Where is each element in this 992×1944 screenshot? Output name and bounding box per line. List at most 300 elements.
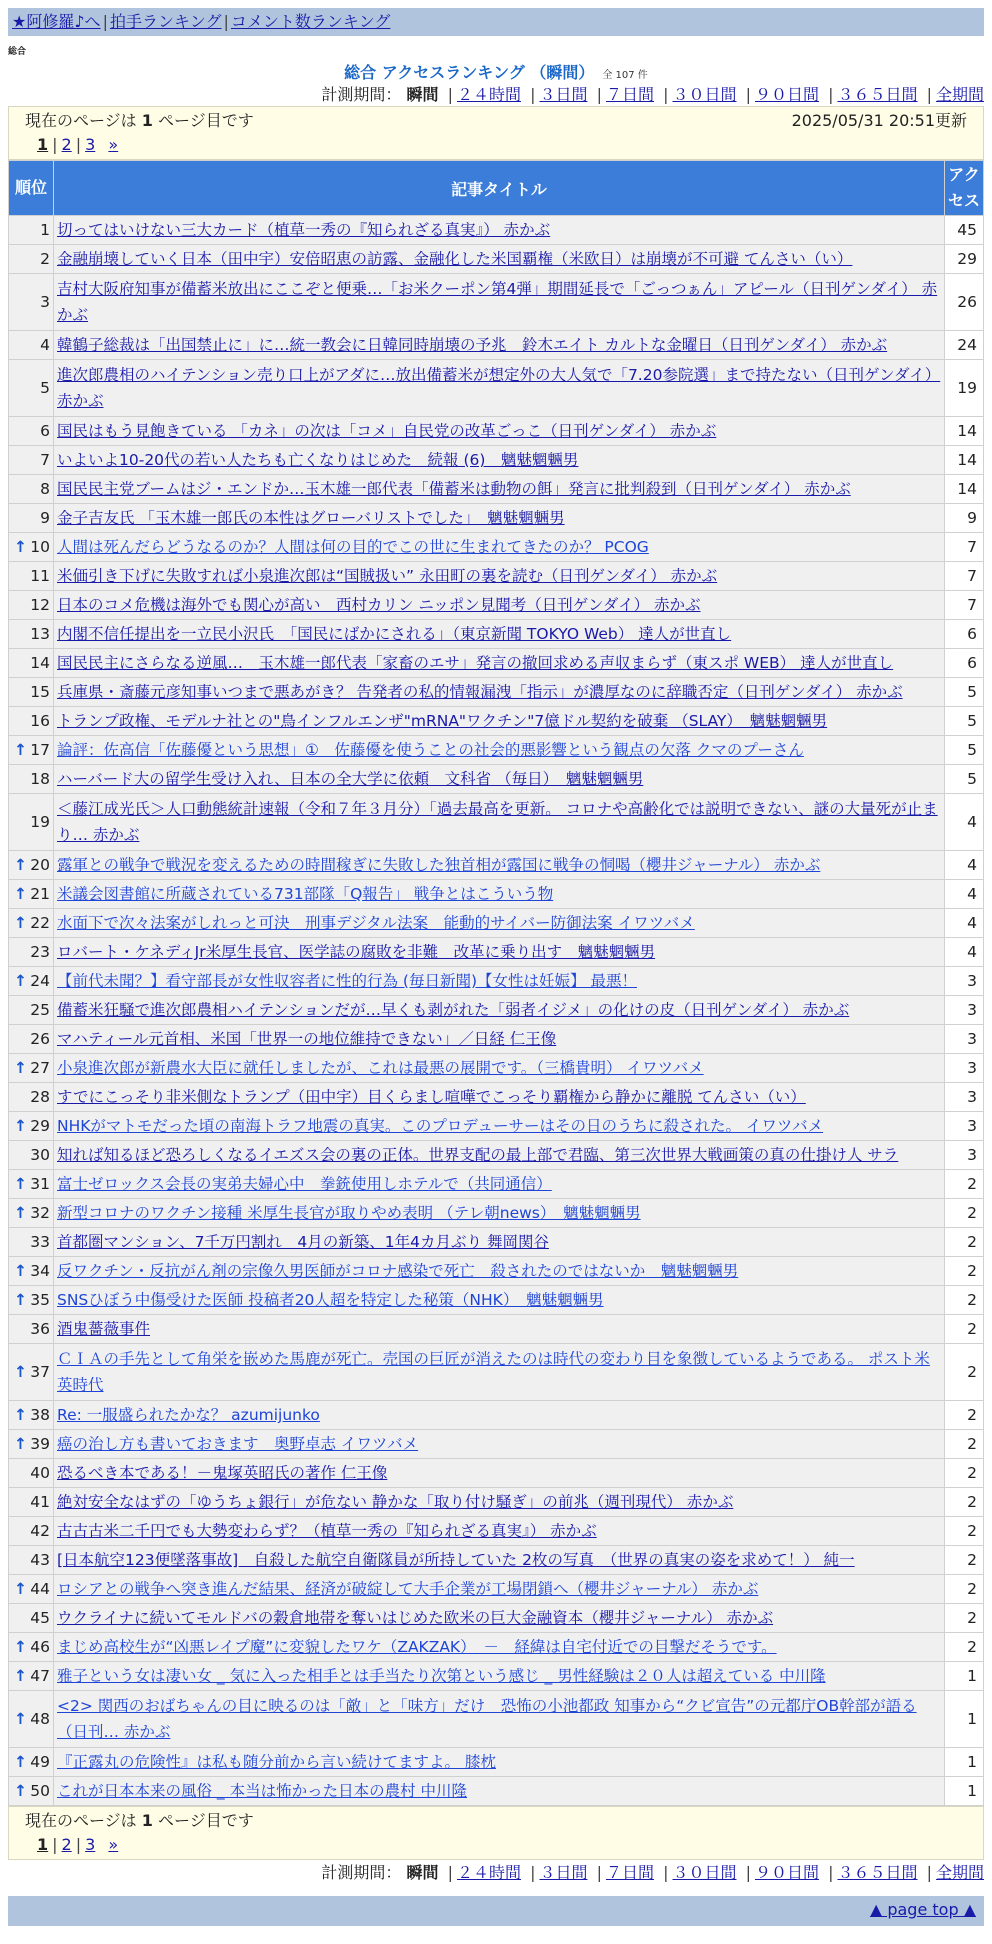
rank-up-arrow-icon: ↑: [14, 1782, 27, 1800]
table-row: [9, 909, 983, 937]
table-row: [9, 1141, 983, 1169]
access-count: 3: [945, 967, 983, 995]
top-nav-bar: [8, 8, 984, 36]
period-link-24h[interactable]: ２４時間: [456, 1863, 521, 1882]
access-count: 9: [945, 504, 983, 532]
rank-cell: [9, 1777, 53, 1805]
period-current: 瞬間: [406, 85, 439, 104]
access-count: 4: [945, 851, 983, 879]
rank-cell: [9, 620, 53, 648]
rank-cell: [9, 591, 53, 619]
rank-number: 38: [30, 1406, 50, 1424]
rank-cell: [9, 1083, 53, 1111]
title-cell: [54, 707, 944, 735]
page-top-link[interactable]: ▲ page top ▲: [869, 1900, 976, 1919]
title-cell: [54, 1054, 944, 1082]
article-link[interactable]: ウクライナに続いてモルドバの穀倉地帯を奪いはじめた欧米の巨大金融資本（櫻井ジャーナル） 赤かぶ: [57, 1609, 774, 1627]
rank-cell: [9, 765, 53, 793]
article-link[interactable]: 内閣不信任提出を一立民小沢氏 「国民にばかにされる」（東京新聞 TOKYO Web） 達人が世直し: [57, 625, 732, 643]
rank-cell: [9, 417, 53, 445]
rank-cell: [9, 1517, 53, 1545]
rank-cell: [9, 475, 53, 503]
access-count: 2: [945, 1575, 983, 1603]
table-row: [9, 1488, 983, 1516]
article-link[interactable]: 新型コロナのワクチン接種 米厚生長官が取りやめ表明 （テレ朝news） 魑魅魍魎男: [57, 1204, 641, 1222]
article-link[interactable]: 吉村大阪府知事が備蓄米放出にここぞと便乗…「お米クーポン第4弾」期間延長で「ごっつぁん」アピール（日刊ゲンダイ） 赤かぶ: [57, 280, 938, 324]
rank-cell: [9, 1170, 53, 1198]
rank-cell: [9, 1546, 53, 1574]
table-row: [9, 274, 983, 330]
title-cell: [54, 996, 944, 1024]
table-row: [9, 216, 983, 244]
title-cell: [54, 649, 944, 677]
title-cell: [54, 1344, 944, 1400]
total-count: 全 107 件: [602, 70, 648, 81]
title-cell: [54, 1401, 944, 1429]
article-link[interactable]: 金融崩壊していく日本（田中宇）安倍昭恵の訪露、金融化した米国覇権（米欧日）は崩壊が不可避 てんさい（い）: [57, 250, 853, 268]
footer-bar: [8, 1896, 984, 1926]
access-count: 7: [945, 562, 983, 590]
current-page-text: 現在のページは 1 ページ目です: [25, 111, 254, 130]
pagination-page-2[interactable]: 2: [61, 1835, 72, 1854]
access-count: 14: [945, 446, 983, 474]
col-header-rank: 順位: [9, 161, 53, 215]
rank-number: 45: [30, 1609, 50, 1627]
rank-number: 42: [30, 1522, 50, 1540]
rank-cell: [9, 1575, 53, 1603]
pagination-page-3[interactable]: 3: [85, 1835, 96, 1854]
access-count: 5: [945, 707, 983, 735]
article-link[interactable]: トランプ政権、モデルナ社との"鳥インフルエンザ"mRNA"ワクチン"7億ドル契約を破棄 （SLAY） 魑魅魍魎男: [57, 712, 828, 730]
rank-number: 9: [40, 509, 50, 527]
rank-cell: [9, 1286, 53, 1314]
rank-cell: [9, 1112, 53, 1140]
table-row: [9, 880, 983, 908]
rank-number: 5: [40, 379, 50, 397]
rank-number: 8: [40, 480, 50, 498]
rank-cell: [9, 562, 53, 590]
table-row: [9, 1604, 983, 1632]
rank-cell: [9, 446, 53, 474]
table-row: [9, 446, 983, 474]
pagination: 1 | 2 | 3 »: [37, 135, 119, 154]
table-row: [9, 504, 983, 532]
category-label: 総合: [8, 47, 27, 57]
rank-number: 6: [40, 422, 50, 440]
rank-number: 10: [30, 538, 50, 556]
access-count: 4: [945, 938, 983, 966]
ranking-table: [8, 160, 984, 1806]
rank-number: 34: [30, 1262, 50, 1280]
rank-cell: [9, 1430, 53, 1458]
period-link-90d[interactable]: ９０日間: [754, 1863, 819, 1882]
table-row: [9, 1286, 983, 1314]
period-link-all[interactable]: 全期間: [935, 85, 984, 104]
updated-timestamp: 2025/05/31 20:51更新: [791, 111, 967, 130]
rank-number: 35: [30, 1291, 50, 1309]
table-row: [9, 533, 983, 561]
access-count: 3: [945, 1112, 983, 1140]
article-link[interactable]: 知れば知るほど恐ろしくなるイエズス会の裏の正体。世界支配の最上部で君臨、第三次世界大戦画策の真の仕掛け人 サラ: [57, 1146, 899, 1164]
rank-cell: [9, 1459, 53, 1487]
period-link-24h[interactable]: ２４時間: [456, 85, 521, 104]
article-link[interactable]: まじめ高校生が“凶悪レイプ魔”に変貌したワケ（ZAKZAK） － 経緯は自宅付近での目撃だそうです。: [57, 1638, 777, 1656]
pagination-next[interactable]: »: [108, 1835, 119, 1854]
title-cell: [54, 1025, 944, 1053]
rank-number: 3: [40, 293, 50, 311]
rank-cell: [9, 996, 53, 1024]
rank-cell: [9, 274, 53, 330]
rank-number: 27: [30, 1059, 50, 1077]
period-link-30d[interactable]: ３０日間: [672, 85, 737, 104]
access-count: 3: [945, 996, 983, 1024]
table-row: [9, 1315, 983, 1343]
rank-up-arrow-icon: ↑: [14, 1117, 27, 1135]
article-link[interactable]: 兵庫県・斎藤元彦知事いつまで悪あがき？ 告発者の私的情報漏洩「指示」が濃厚なのに辞職否定（日刊ゲンダイ） 赤かぶ: [57, 683, 903, 701]
access-count: 3: [945, 1025, 983, 1053]
access-count: 1: [945, 1662, 983, 1690]
rank-number: 48: [30, 1710, 50, 1728]
table-row: [9, 967, 983, 995]
rank-cell: [9, 938, 53, 966]
rank-number: 30: [30, 1146, 50, 1164]
access-count: 6: [945, 649, 983, 677]
rank-cell: [9, 1401, 53, 1429]
article-link[interactable]: 日本のコメ危機は海外でも関心が高い 西村カリン ニッポン見聞考（日刊ゲンダイ） 赤かぶ: [57, 596, 701, 614]
rank-up-arrow-icon: ↑: [14, 1204, 27, 1222]
title-cell: [54, 1228, 944, 1256]
article-link[interactable]: <2> 関西のおばちゃんの目に映るのは「敵」と「味方」だけ 恐怖の小池都政 知事から“クビ宣告”の元都庁OB幹部が語る（日刊… 赤かぶ: [57, 1697, 917, 1741]
article-link[interactable]: 国民民主党ブームはジ・エンドか…玉木雄一郎代表「備蓄米は動物の餌」発言に批判殺到（日刊ゲンダイ） 赤かぶ: [57, 480, 851, 498]
article-link[interactable]: 切ってはいけない三大カード（植草一秀の『知られざる真実』） 赤かぶ: [57, 221, 551, 239]
access-count: 2: [945, 1604, 983, 1632]
title-cell: [54, 446, 944, 474]
table-row: [9, 1401, 983, 1429]
access-count: 14: [945, 417, 983, 445]
rank-up-arrow-icon: ↑: [14, 1667, 27, 1685]
rank-number: 31: [30, 1175, 50, 1193]
access-count: 2: [945, 1228, 983, 1256]
table-row: [9, 620, 983, 648]
access-count: 2: [945, 1517, 983, 1545]
table-row: [9, 1662, 983, 1690]
table-row: [9, 678, 983, 706]
article-link[interactable]: 米議会図書館に所蔵されている731部隊「Q報告」 戦争とはこういう物: [57, 885, 554, 903]
access-count: 7: [945, 533, 983, 561]
rank-cell: [9, 649, 53, 677]
title-cell: [54, 1112, 944, 1140]
article-link[interactable]: 雅子という女は凄い女 _ 気に入った相手とは手当たり次第という感じ _ 男性経験は２０人は超えている 中川隆: [57, 1667, 826, 1685]
period-link-365d[interactable]: ３６５日間: [837, 85, 918, 104]
rank-up-arrow-icon: ↑: [14, 1638, 27, 1656]
title-cell: [54, 1633, 944, 1661]
title-cell: [54, 1199, 944, 1227]
access-count: 14: [945, 475, 983, 503]
rank-up-arrow-icon: ↑: [14, 1262, 27, 1280]
rank-number: 22: [30, 914, 50, 932]
ranking-table-body: [9, 216, 983, 1805]
access-count: 2: [945, 1430, 983, 1458]
title-cell: [54, 562, 944, 590]
article-link[interactable]: ハーバード大の留学生受け入れ、日本の全大学に依頼 文科省 （毎日） 魑魅魍魎男: [57, 770, 644, 788]
rank-up-arrow-icon: ↑: [14, 1710, 27, 1728]
pagination-current: 1: [37, 1835, 49, 1854]
access-count: 29: [945, 245, 983, 273]
access-count: 26: [945, 274, 983, 330]
table-row: [9, 1633, 983, 1661]
access-count: 2: [945, 1401, 983, 1429]
table-row: [9, 417, 983, 445]
table-row: [9, 794, 983, 850]
pagination-next[interactable]: »: [108, 135, 119, 154]
article-link[interactable]: 首都圏マンション、7千万円割れ 4月の新築、1年4カ月ぶり 舞岡関谷: [57, 1233, 549, 1251]
article-link[interactable]: 酒鬼薔薇事件: [57, 1320, 151, 1338]
access-count: 5: [945, 736, 983, 764]
table-row: [9, 475, 983, 503]
article-link[interactable]: 癌の治し方も書いておきます 奥野卓志 イワツバメ: [57, 1435, 419, 1453]
title-cell: [54, 331, 944, 359]
rank-number: 32: [30, 1204, 50, 1222]
table-row: [9, 1691, 983, 1747]
rank-cell: [9, 1054, 53, 1082]
rank-cell: [9, 1662, 53, 1690]
table-row: [9, 1257, 983, 1285]
nav-link-asyura[interactable]: ★阿修羅♪へ: [12, 12, 101, 31]
title-cell: [54, 1170, 944, 1198]
article-link[interactable]: 反ワクチン・反抗がん剤の宗像久男医師がコロナ感染で死亡 殺されたのではないか 魑魅魍魎男: [57, 1262, 739, 1280]
current-page-text: 現在のページは 1 ページ目です: [25, 1811, 254, 1830]
rank-number: 47: [30, 1667, 50, 1685]
title-cell: [54, 1488, 944, 1516]
access-count: 3: [945, 1083, 983, 1111]
rank-number: 16: [30, 712, 50, 730]
article-link[interactable]: マハティール元首相、米国「世界一の地位維持できない」／日経 仁王像: [57, 1030, 557, 1048]
access-count: 2: [945, 1170, 983, 1198]
title-cell: [54, 880, 944, 908]
access-count: 2: [945, 1344, 983, 1400]
rank-cell: [9, 1488, 53, 1516]
pagination-page-2[interactable]: 2: [61, 135, 72, 154]
table-row: [9, 707, 983, 735]
rank-cell: [9, 245, 53, 273]
article-link[interactable]: 進次郎農相のハイテンション売り口上がアダに…放出備蓄米が想定外の大人気で「7.20参院選」まで持たない（日刊ゲンダイ） 赤かぶ: [57, 366, 941, 410]
table-row: [9, 1170, 983, 1198]
article-link[interactable]: Re: 一服盛られたかな？ azumijunko: [57, 1406, 320, 1424]
rank-number: 23: [30, 943, 50, 961]
rank-cell: [9, 1228, 53, 1256]
title-cell: [54, 1662, 944, 1690]
rank-number: 7: [40, 451, 50, 469]
access-count: 2: [945, 1199, 983, 1227]
rank-number: 13: [30, 625, 50, 643]
article-link[interactable]: 水面下で次々法案がしれっと可決 刑事デジタル法案 能動的サイバー防御法案 イワツバメ: [57, 914, 695, 932]
article-link[interactable]: SNSひぼう中傷受けた医師 投稿者20人超を特定した秘策（NHK） 魑魅魍魎男: [57, 1291, 604, 1309]
title-cell: [54, 1286, 944, 1314]
access-count: 24: [945, 331, 983, 359]
rank-number: 11: [30, 567, 50, 585]
article-link[interactable]: ロシアとの戦争へ突き進んだ結果、経済が破綻して大手企業が工場閉鎖へ（櫻井ジャーナル） 赤かぶ: [57, 1580, 759, 1598]
article-link[interactable]: 韓鶴子総裁は「出国禁止に」に…統一教会に日韓同時崩壊の予兆 鈴木エイト カルトな金曜日（日刊ゲンダイ） 赤かぶ: [57, 336, 888, 354]
rank-number: 1: [40, 221, 50, 239]
rank-number: 46: [30, 1638, 50, 1656]
article-link[interactable]: 備蓄米狂騒で進次郎農相ハイテンションだが…早くも剥がれた「弱者イジメ」の化けの皮（日刊ゲンダイ） 赤かぶ: [57, 1001, 850, 1019]
access-count: 4: [945, 909, 983, 937]
table-row: [9, 1546, 983, 1574]
article-link[interactable]: 国民はもう見飽きている 「カネ」の次は「コメ」自民党の改革ごっこ（日刊ゲンダイ） 赤かぶ: [57, 422, 717, 440]
access-count: 2: [945, 1459, 983, 1487]
article-link[interactable]: NHKがマトモだった頃の南海トラフ地震の真実。このプロデューサーはその日のうちに殺された。 イワツバメ: [57, 1117, 824, 1135]
pagination-current: 1: [37, 135, 49, 154]
rank-cell: [9, 1344, 53, 1400]
article-link[interactable]: これが日本本来の風俗 _ 本当は怖かった日本の農村 中川隆: [57, 1782, 468, 1800]
rank-number: 18: [30, 770, 50, 788]
title-cell: [54, 1315, 944, 1343]
access-count: 19: [945, 360, 983, 416]
rank-cell: [9, 1141, 53, 1169]
access-count: 4: [945, 794, 983, 850]
access-count: 2: [945, 1257, 983, 1285]
rank-up-arrow-icon: ↑: [14, 972, 27, 990]
article-link[interactable]: 人間は死んだらどうなるのか？人間は何の目的でこの世に生まれてきたのか？ PCOG: [57, 538, 649, 556]
rank-up-arrow-icon: ↑: [14, 1175, 27, 1193]
rank-number: 12: [30, 596, 50, 614]
table-row: [9, 1228, 983, 1256]
rank-number: 28: [30, 1088, 50, 1106]
rank-cell: [9, 707, 53, 735]
article-link[interactable]: 露軍との戦争で戦況を変えるための時間稼ぎに失敗した独首相が露国に戦争の恫喝（櫻井ジャーナル） 赤かぶ: [57, 856, 821, 874]
table-row: [9, 851, 983, 879]
table-row: [9, 591, 983, 619]
page-info-bottom: [8, 1806, 984, 1860]
access-count: 2: [945, 1315, 983, 1343]
rank-cell: [9, 1315, 53, 1343]
access-count: 2: [945, 1488, 983, 1516]
title-cell: [54, 1691, 944, 1747]
rank-cell: [9, 504, 53, 532]
period-link-7d[interactable]: ７日間: [605, 1863, 654, 1882]
period-selector-bottom: 計測期間： 瞬間 | ２４時間 | ３日間 | ７日間 | ３０日間 | ９０日間 | ３６５日間 | 全期間: [321, 1863, 984, 1882]
article-link[interactable]: 富士ゼロックス会長の実弟夫婦心中 拳銃使用しホテルで（共同通信）: [57, 1175, 552, 1193]
period-link-7d[interactable]: ７日間: [605, 85, 654, 104]
article-link[interactable]: ＜藤江成光氏＞人口動態統計速報（令和７年３月分）「過去最高を更新。 コロナや高齢化では説明できない、謎の大量死が止まり… 赤かぶ: [57, 800, 938, 844]
access-count: 5: [945, 678, 983, 706]
article-link[interactable]: 小泉進次郎が新農水大臣に就任しましたが、これは最悪の展開です。（三橋貴明） イワツバメ: [57, 1059, 704, 1077]
table-row: [9, 1083, 983, 1111]
period-link-3d[interactable]: ３日間: [539, 85, 588, 104]
period-link-90d[interactable]: ９０日間: [754, 85, 819, 104]
rank-up-arrow-icon: ↑: [14, 1363, 27, 1381]
access-count: 1: [945, 1777, 983, 1805]
title-cell: [54, 417, 944, 445]
rank-up-arrow-icon: ↑: [14, 1406, 27, 1424]
rank-cell: [9, 851, 53, 879]
article-link[interactable]: 国民民主にさらなる逆風… 玉木雄一郎代表「家畜のエサ」発言の撤回求める声収まらず（東スポ WEB） 達人が世直し: [57, 654, 894, 672]
rank-number: 44: [30, 1580, 50, 1598]
title-cell: [54, 504, 944, 532]
article-link[interactable]: ＣＩＡの手先として角栄を嵌めた馬鹿が死亡。売国の巨匠が消えたのは時代の変わり目を象徴しているようである。 ポスト米英時代: [57, 1350, 930, 1394]
page-info-top: [8, 106, 984, 160]
nav-link-comment-ranking[interactable]: コメント数ランキング: [230, 12, 391, 31]
article-link[interactable]: 『正露丸の危険性』は私も随分前から言い続けてますよ。 膝枕: [57, 1753, 496, 1771]
article-link[interactable]: 絶対安全なはずの「ゆうちょ銀行」が危ない 静かな「取り付け騒ぎ」の前兆（週刊現代） 赤かぶ: [57, 1493, 734, 1511]
title-cell: [54, 475, 944, 503]
period-link-30d[interactable]: ３０日間: [672, 1863, 737, 1882]
article-link[interactable]: ロバート・ケネディJr米厚生長官、医学誌の腐敗を非難 改革に乗り出す 魑魅魍魎男: [57, 943, 656, 961]
title-cell: [54, 736, 944, 764]
table-row: [9, 736, 983, 764]
rank-number: 4: [40, 336, 50, 354]
table-row: [9, 562, 983, 590]
page-title: 総合 アクセスランキング （瞬間）: [344, 63, 595, 82]
access-count: 3: [945, 1054, 983, 1082]
rank-up-arrow-icon: ↑: [14, 1753, 27, 1771]
rank-cell: [9, 1691, 53, 1747]
article-link[interactable]: 古古古米二千円でも大勢変わらず？（植草一秀の『知られざる真実』） 赤かぶ: [57, 1522, 597, 1540]
article-link[interactable]: 論評：佐高信「佐藤優という思想」① 佐藤優を使うことの社会的悪影響という観点の欠落 クマのプーさん: [57, 741, 804, 759]
access-count: 1: [945, 1748, 983, 1776]
rank-number: 25: [30, 1001, 50, 1019]
table-row: [9, 331, 983, 359]
article-link[interactable]: いよいよ10-20代の若い人たちも亡くなりはじめた 続報 (6) 魑魅魍魎男: [57, 451, 579, 469]
article-link[interactable]: すでにこっそり非米側なトランプ（田中宇）目くらまし喧嘩でこっそり覇権から静かに離脱 てんさい（い）: [57, 1088, 806, 1106]
title-cell: [54, 533, 944, 561]
access-count: 2: [945, 1546, 983, 1574]
rank-cell: [9, 736, 53, 764]
article-link[interactable]: 金子吉友氏 「玉木雄一郎氏の本性はグローバリストでした」 魑魅魍魎男: [57, 509, 565, 527]
period-link-365d[interactable]: ３６５日間: [837, 1863, 918, 1882]
access-count: 45: [945, 216, 983, 244]
title-cell: [54, 909, 944, 937]
rank-up-arrow-icon: ↑: [14, 914, 27, 932]
title-cell: [54, 1459, 944, 1487]
access-count: 7: [945, 591, 983, 619]
article-link[interactable]: 米価引き下げに失敗すれば小泉進次郎は“国賊扱い” 永田町の裏を読む（日刊ゲンダイ） 赤かぶ: [57, 567, 718, 585]
title-cell: [54, 245, 944, 273]
rank-number: 19: [30, 813, 50, 831]
period-link-3d[interactable]: ３日間: [539, 1863, 588, 1882]
rank-cell: [9, 1199, 53, 1227]
title-cell: [54, 765, 944, 793]
table-row: [9, 649, 983, 677]
title-cell: [54, 794, 944, 850]
article-link[interactable]: 【前代未聞？】看守部長が女性収容者に性的行為 (毎日新聞)【女性は妊娠】 最悪！: [57, 972, 637, 990]
nav-separator: |: [102, 12, 108, 31]
rank-number: 17: [30, 741, 50, 759]
col-header-title: 記事タイトル: [54, 161, 944, 215]
pagination-page-3[interactable]: 3: [85, 135, 96, 154]
period-selector-top: 計測期間： 瞬間 | ２４時間 | ３日間 | ７日間 | ３０日間 | ９０日間 | ３６５日間 | 全期間: [321, 85, 984, 104]
rank-number: 14: [30, 654, 50, 672]
article-link[interactable]: 恐るべき本である！－鬼塚英昭氏の著作 仁王像: [57, 1464, 388, 1482]
rank-cell: [9, 1748, 53, 1776]
access-count: 4: [945, 880, 983, 908]
article-link[interactable]: [日本航空123便墜落事故] 自殺した航空自衛隊員が所持していた 2枚の写真 （世界の真実の姿を求めて！） 純一: [57, 1551, 855, 1569]
title-cell: [54, 360, 944, 416]
nav-link-clap-ranking[interactable]: 拍手ランキング: [109, 12, 222, 31]
rank-number: 50: [30, 1782, 50, 1800]
rank-number: 40: [30, 1464, 50, 1482]
title-cell: [54, 1777, 944, 1805]
rank-number: 15: [30, 683, 50, 701]
period-link-all[interactable]: 全期間: [935, 1863, 984, 1882]
title-cell: [54, 1430, 944, 1458]
title-cell: [54, 1546, 944, 1574]
rank-cell: [9, 967, 53, 995]
rank-up-arrow-icon: ↑: [14, 1291, 27, 1309]
title-cell: [54, 1748, 944, 1776]
title-cell: [54, 1604, 944, 1632]
rank-number: 21: [30, 885, 50, 903]
